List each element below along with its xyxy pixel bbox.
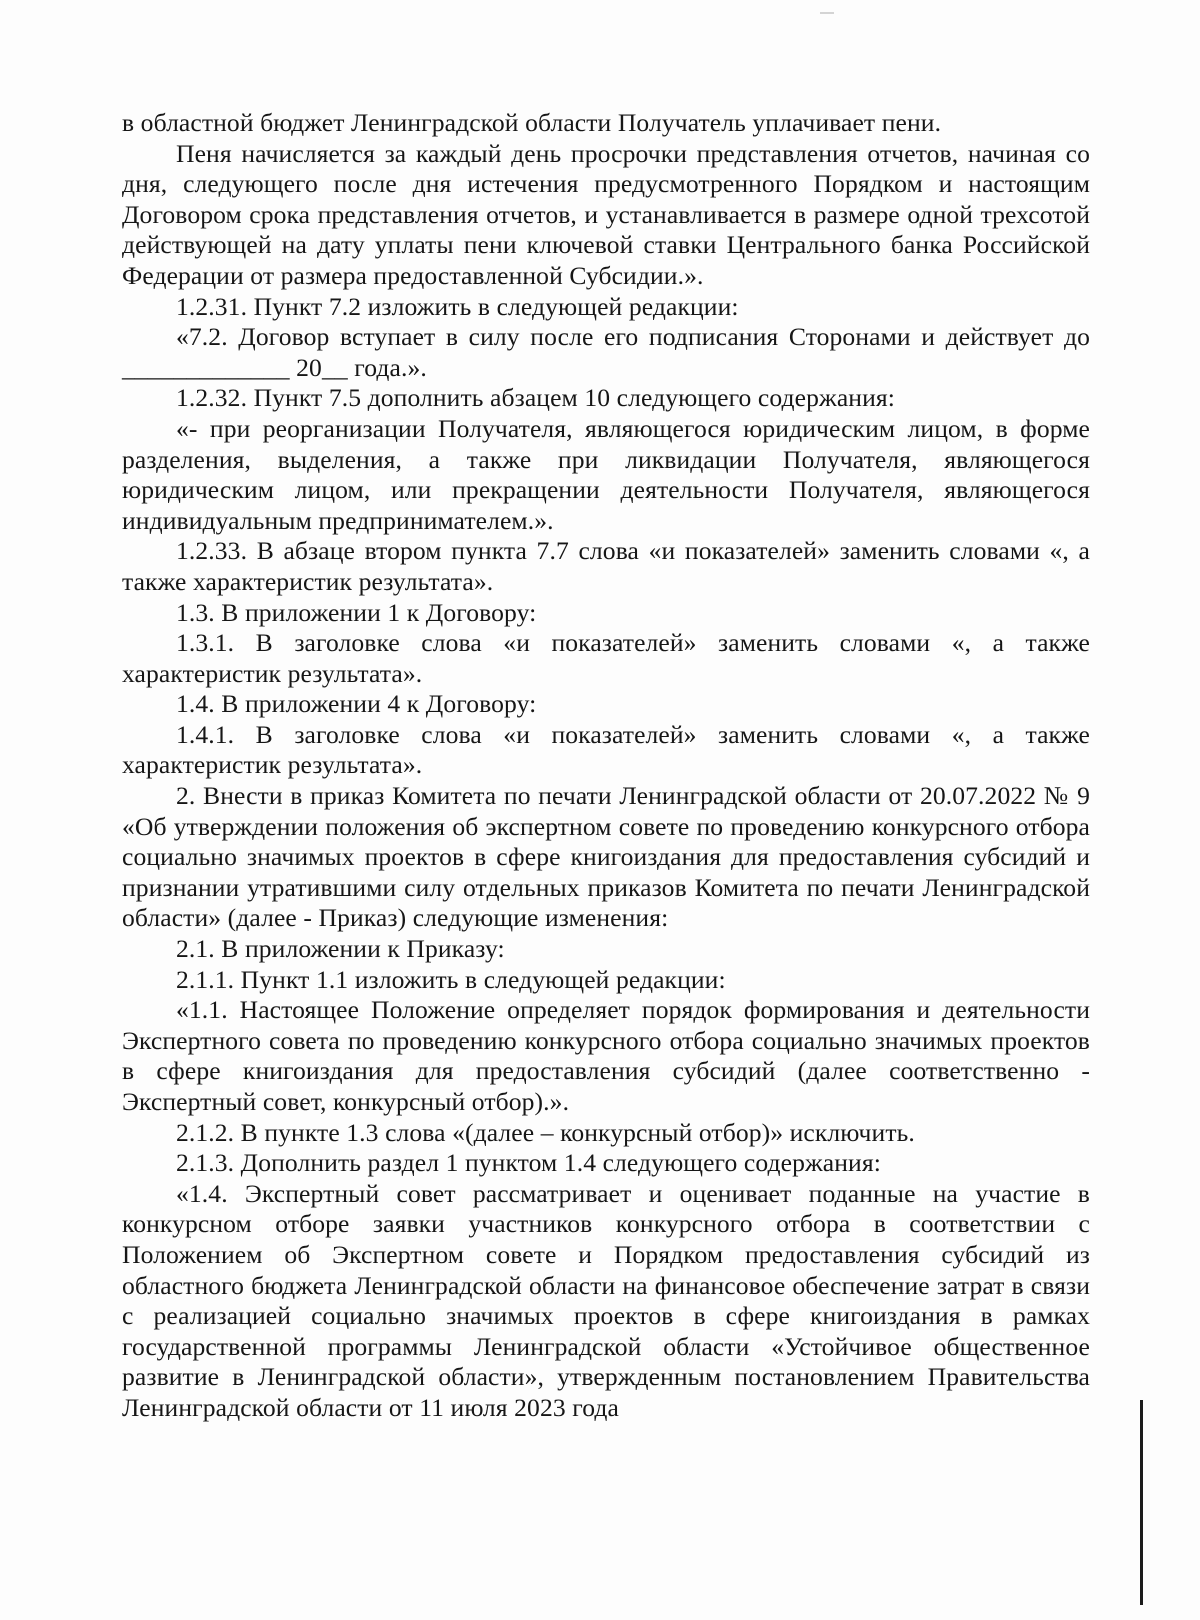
paragraph-1-4-1: 1.4.1. В заголовке слова «и показателей» заменить словами «, а также характеристик результата». [122,719,1090,780]
document-body [122,108,1090,1424]
paragraph-1-1-quote: «1.1. Настоящее Положение определяет порядок формирования и деятельности Экспертного совета по проведению конкурсного отбора социально значимых проектов в сфере книгоиздания для предоставления субсидий (далее соответственно - Экспертный совет, конкурсный отбор).». [122,995,1090,1116]
paragraph-1-2-31: 1.2.31. Пункт 7.2 изложить в следующей редакции: [176,291,739,321]
paragraph-penalty: Пеня начисляется за каждый день просрочки представления отчетов, начиная со дня, следующего после дня истечения предусмотренного Порядком и настоящим Договором срока представления отчетов, и устанавливается в размере одной трехсотой действующей на дату уплаты пени ключевой ставки Центрального банка Российской Федерации от размера предоставленной Субсидии.». [122,138,1090,290]
paragraph-2: 2. Внести в приказ Комитета по печати Ленинградской области от 20.07.2022 № 9 «Об утверждении положения об экспертном совете по проведению конкурсного отбора социально значимых проектов в сфере книгоиздания для предоставления субсидий и признании утратившими силу отдельных приказов Комитета по печати Ленинградской области» (далее - Приказ) следующие изменения: [122,781,1090,933]
paragraph-2-1-2: 2.1.2. В пункте 1.3 слова «(далее – конкурсный отбор)» исключить. [176,1117,915,1147]
paragraph-1-2-32: 1.2.32. Пункт 7.5 дополнить абзацем 10 следующего содержания: [176,383,895,413]
paragraph-1-3: 1.3. В приложении 1 к Договору: [176,597,537,627]
paragraph-2-1-3: 2.1.3. Дополнить раздел 1 пунктом 1.4 следующего содержания: [176,1148,881,1178]
paragraph-7-2-quote: «7.2. Договор вступает в силу после его подписания Сторонами и действует до _____________ 20__ года.». [122,322,1090,382]
paragraph-reorganization-quote: «- при реорганизации Получателя, являющегося юридическим лицом, в форме разделения, выделения, а также при ликвидации Получателя, являющегося юридическим лицом, или прекращении деятельности Получателя, являющегося индивидуальным предпринимателем.». [122,413,1090,535]
paragraph-1-4: 1.4. В приложении 4 к Договору: [176,689,537,719]
paragraph-2-1: 2.1. В приложении к Приказу: [176,934,505,964]
paragraph-2-1-1: 2.1.1. Пункт 1.1 изложить в следующей редакции: [176,964,726,994]
paragraph-1-3-1: 1.3.1. В заголовке слова «и показателей» заменить словами «, а также характеристик результата». [122,628,1090,688]
paragraph-continuation: в областной бюджет Ленинградской области Получатель уплачивает пени. [122,108,942,137]
scan-artifact-mark [820,12,834,14]
paragraph-1-2-33: 1.2.33. В абзаце втором пункта 7.7 слова «и показателей» заменить словами «, а также характеристик результата». [122,536,1090,596]
scan-edge-line [1140,1400,1143,1605]
paragraph-1-4-quote: «1.4. Экспертный совет рассматривает и оценивает поданные на участие в конкурсном отборе заявки участников конкурсного отбора в соответствии с Положением об Экспертном совете и Порядком предоставления субсидий из областного бюджета Ленинградской области на финансовое обеспечение затрат в связи с реализацией социально значимых проектов в сфере книгоиздания в рамках государственной программы Ленинградской области «Устойчивое общественное развитие в Ленинградской области», утвержденным постановлением Правительства Ленинградской области от 11 июля 2023 года [122,1178,1090,1422]
